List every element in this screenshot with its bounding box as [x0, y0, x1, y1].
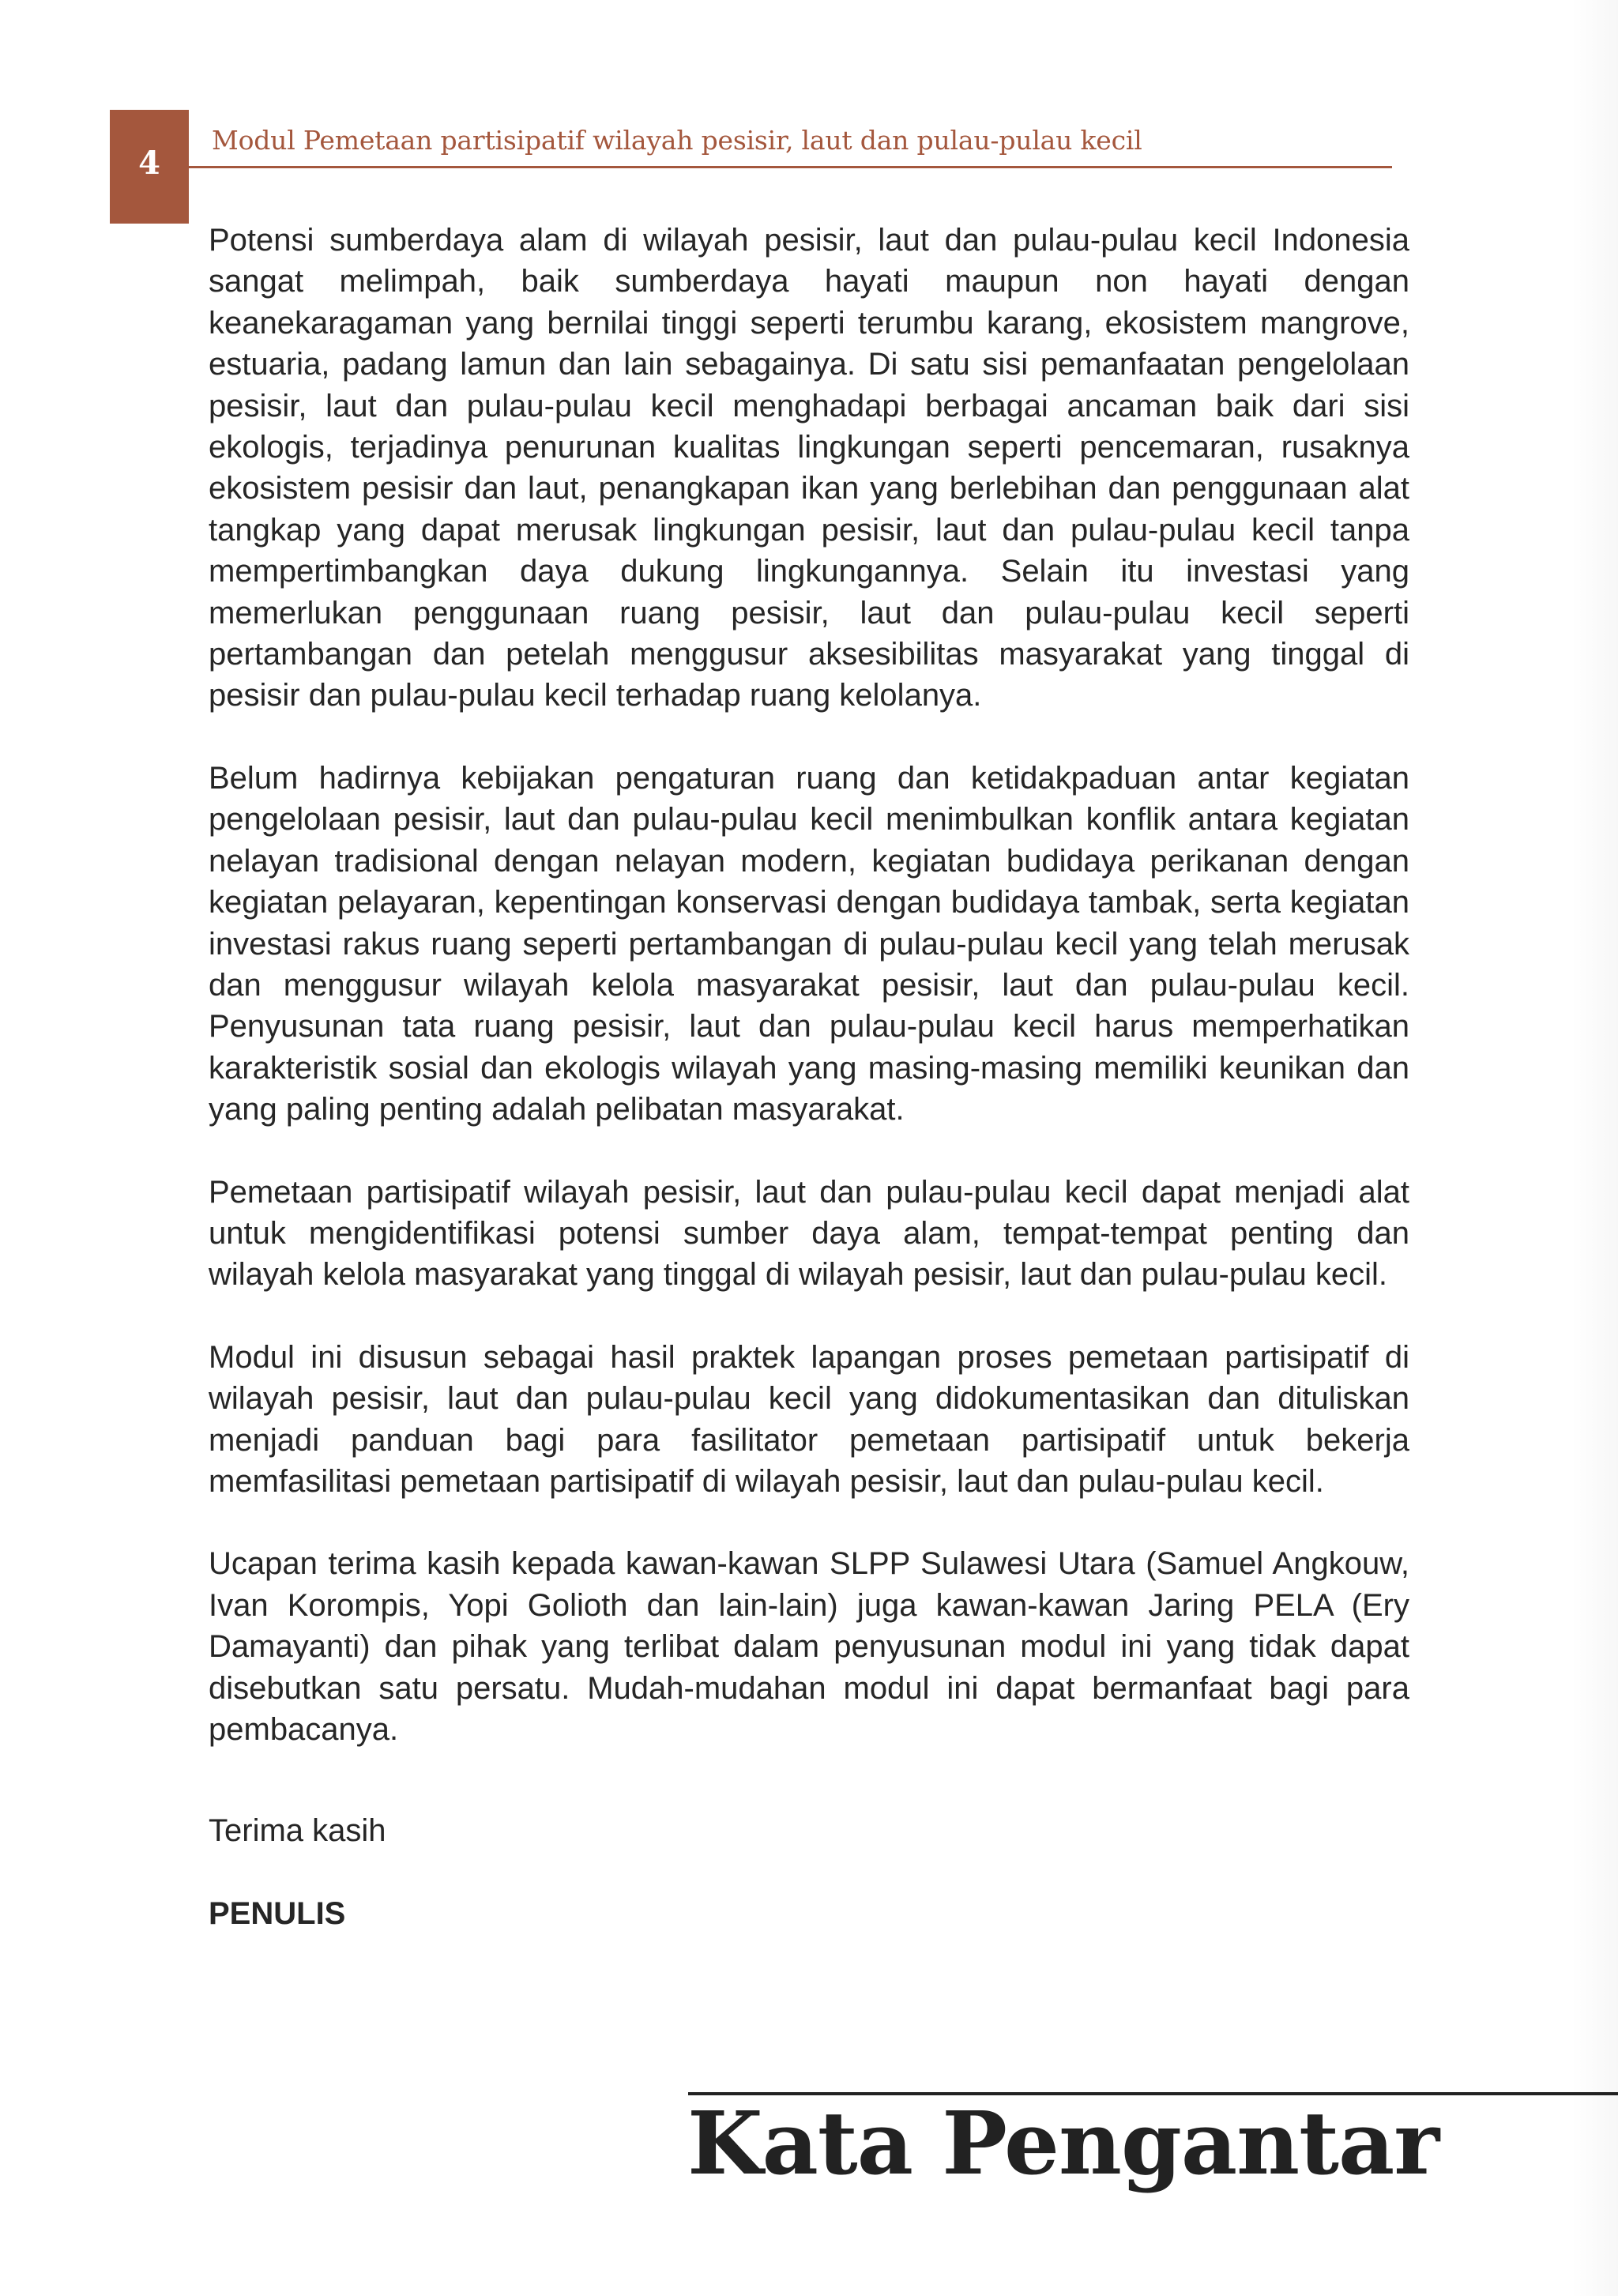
header-divider [189, 166, 1392, 168]
paragraph-1: Potensi sumberdaya alam di wilayah pesisir, laut dan pulau-pulau kecil Indonesia sangat melimpah, baik sumberdaya hayati maupun non hayati dengan keanekaragaman yang bernilai tinggi seperti terumbu karang, ekosistem mangrove, estuaria, padang lamun dan lain sebagainya. Di satu sisi pemanfaatan pengelolaan pesisir, laut dan pulau-pulau kecil menghadapi berbagai ancaman baik dari sisi ekologis, terjadinya penurunan kualitas lingkungan seperti pencemaran, rusaknya ekosistem pesisir dan laut, penangkapan ikan yang berlebihan dan penggunaan alat tangkap yang dapat merusak lingkungan pesisir, laut dan pulau-pulau kecil tanpa mempertimbangkan daya dukung lingkungannya. Selain itu investasi yang memerlukan penggunaan ruang pesisir, laut dan pulau-pulau kecil seperti pertambangan dan petelah menggusur aksesibilitas masyarakat yang tinggal di pesisir dan pulau-pulau kecil terhadap ruang kelolanya. [209, 223, 1409, 713]
running-header-title: Modul Pemetaan partisipatif wilayah pesisir, laut dan pulau-pulau kecil [212, 125, 1142, 156]
page-edge-shade [1571, 0, 1618, 2296]
page-number: 4 [138, 144, 160, 182]
paragraph-3: Pemetaan partisipatif wilayah pesisir, laut dan pulau-pulau kecil dapat menjadi alat untuk mengidentifikasi potensi sumber daya alam, tempat-tempat penting dan wilayah kelola masyarakat yang tinggal di wilayah pesisir, laut dan pulau-pulau kecil. [209, 1174, 1409, 1293]
author-signature: PENULIS [209, 1895, 346, 1931]
paragraph-2: Belum hadirnya kebijakan pengaturan ruang dan ketidakpaduan antar kegiatan pengelolaan pesisir, laut dan pulau-pulau kecil menimbulkan konflik antara kegiatan nelayan tradisional dengan nelayan modern, kegiatan budidaya perikanan dengan kegiatan pelayaran, kepentingan konservasi dengan budidaya tambak, serta kegiatan investasi rakus ruang seperti pertambangan di pulau-pulau kecil yang telah merusak dan menggusur wilayah kelola masyarakat pesisir, laut dan pulau-pulau kecil. Penyusunan tata ruang pesisir, laut dan pulau-pulau kecil harus memperhatikan karakteristik sosial dan ekologis wilayah yang masing-masing memiliki keunikan dan yang paling penting adalah pelibatan masyarakat. [209, 760, 1409, 1127]
closing-thanks: Terima kasih [209, 1813, 386, 1849]
main-text [209, 220, 1409, 1934]
paragraph-4: Modul ini disusun sebagai hasil praktek lapangan proses pemetaan partisipatif di wilayah pesisir, laut dan pulau-pulau kecil yang didokumentasikan dan dituliskan menjadi panduan bagi para fasilitator pemetaan partisipatif untuk bekerja memfasilitasi pemetaan partisipatif di wilayah pesisir, laut dan pulau-pulau kecil. [209, 1339, 1409, 1499]
page-number-tab [110, 110, 189, 224]
closing-block [209, 1810, 1409, 1934]
section-title: Kata Pengantar [687, 2092, 1439, 2194]
paragraph-5: Ucapan terima kasih kepada kawan-kawan SLPP Sulawesi Utara (Samuel Angkouw, Ivan Korompis, Yopi Golioth dan lain-lain) juga kawan-kawan Jaring PELA (Ery Damayanti) dan pihak yang terlibat dalam penyusunan modul ini yang tidak dapat disebutkan satu persatu. Mudah-mudahan modul ini dapat bermanfaat bagi para pembacanya. [209, 1546, 1409, 1747]
